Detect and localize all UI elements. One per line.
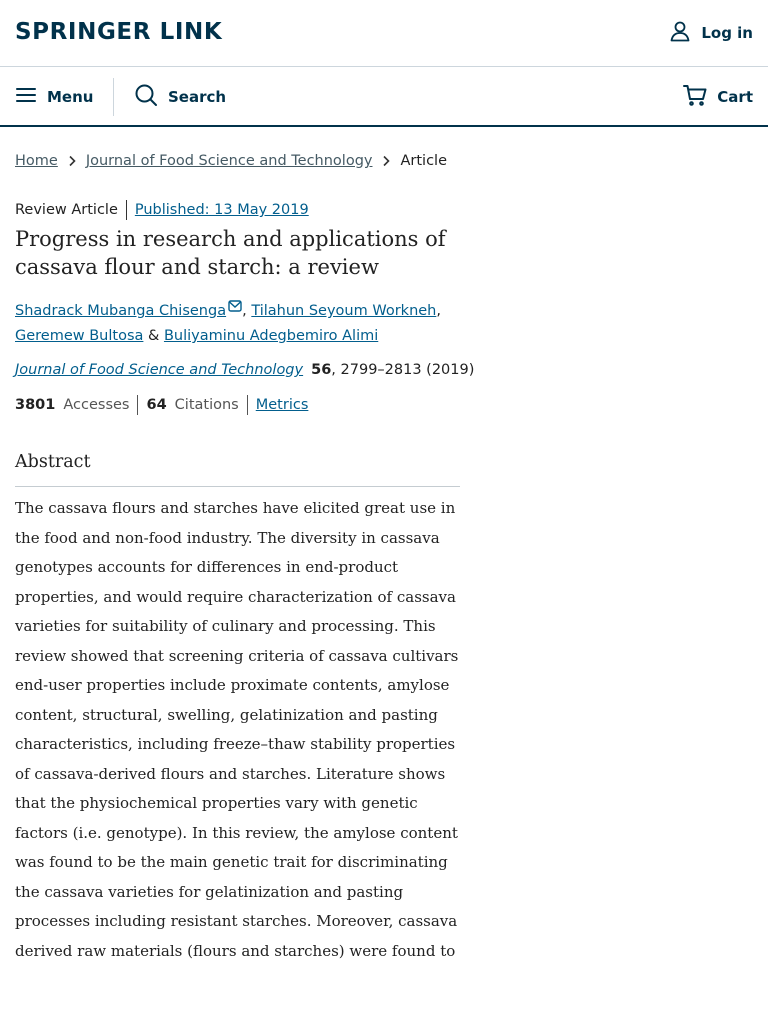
menu-button[interactable] [15, 85, 93, 109]
author-link[interactable]: Tilahun Seyoum Workneh [251, 303, 437, 319]
pages-year: , 2799–2813 (2019) [331, 362, 475, 378]
cart-label: Cart [717, 88, 753, 106]
article-meta [15, 199, 309, 221]
author-list: Shadrack Mubanga Chisenga , Tilahun Seyoum Workneh, Geremew Bultosa & Buliyaminu Adegbemiro Alimi [15, 296, 455, 349]
citations-label: Citations [174, 397, 239, 413]
mail-icon[interactable] [228, 296, 242, 321]
accesses-count: 3801 [15, 397, 56, 413]
chevron-right-icon [68, 155, 76, 167]
search-button[interactable] [134, 85, 226, 109]
menu-label: Menu [47, 88, 94, 106]
breadcrumb-home[interactable]: Home [15, 153, 58, 169]
chevron-right-icon [382, 155, 390, 167]
author-link[interactable]: Buliyaminu Adegbemiro Alimi [163, 328, 379, 344]
article-metrics [15, 394, 308, 416]
breadcrumb-journal[interactable]: Journal of Food Science and Technology [85, 153, 373, 169]
published-date-link[interactable]: Published: 13 May 2019 [134, 202, 309, 218]
accesses-label: Accesses [63, 397, 130, 413]
metrics-divider [137, 395, 138, 415]
breadcrumb [15, 150, 447, 172]
volume-number: 56 [311, 362, 332, 378]
article-type: Review Article [15, 202, 118, 218]
journal-link[interactable]: Journal of Food Science and Technology [15, 362, 304, 378]
top-header [0, 0, 768, 67]
user-icon [669, 20, 701, 46]
search-label: Search [168, 88, 227, 106]
cart-button[interactable] [683, 85, 753, 109]
abstract-text: The cassava flours and starches have elicited great use in the food and non-food industry. The diversity in cassava genotypes accounts for differences in end-product properties, and would require characterization of cassava varieties for suitability of culinary and processing. This review showed that screening criteria of cassava cultivars end-user properties include proximate contents, amylose content, structural, swelling, gelatinization and pasting characteristics, including freeze–thaw stability properties of cassava-derived flours and starches. Literature shows that the physiochemical properties vary with genetic factors (i.e. genotype). In this review, the amylose content was found to be the main genetic trait for discriminating the cassava varieties for gelatinization and pasting processes including resistant starches. Moreover, cassava derived raw materials (flours and starches) were found to [15, 499, 459, 960]
nav-divider [113, 78, 114, 116]
meta-divider [126, 200, 127, 220]
article-title: Progress in research and applications of cassava flour and starch: a review [15, 227, 446, 279]
metrics-divider [247, 395, 248, 415]
author-link[interactable]: Shadrack Mubanga Chisenga [15, 303, 227, 319]
author-link[interactable]: Geremew Bultosa [15, 328, 144, 344]
author-separator: & [148, 328, 160, 344]
breadcrumb-current: Article [400, 153, 448, 169]
journal-citation [15, 359, 474, 381]
login-button[interactable] [669, 21, 753, 45]
abstract-heading: Abstract [15, 452, 460, 487]
menu-icon [15, 86, 47, 108]
citations-count: 64 [146, 397, 167, 413]
springer-link-logo[interactable]: SPRINGER LINK [15, 19, 223, 45]
login-label: Log in [701, 24, 753, 42]
cart-icon [683, 84, 717, 110]
main-nav [0, 68, 768, 127]
metrics-link[interactable]: Metrics [255, 397, 309, 413]
search-icon [134, 83, 168, 111]
